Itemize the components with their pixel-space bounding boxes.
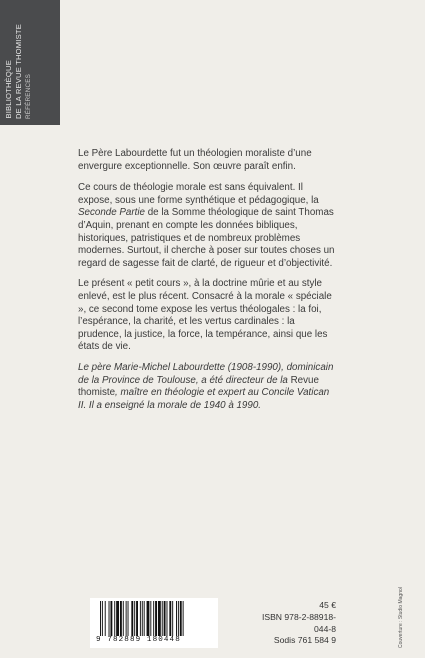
author-bio-journal: Revue thomiste bbox=[78, 374, 319, 399]
sodis-number: Sodis 761 584 9 bbox=[273, 635, 336, 646]
collection-line-1: BIBLIOTHÈQUE bbox=[4, 60, 13, 119]
barcode-bars bbox=[100, 601, 208, 636]
barcode bbox=[90, 598, 218, 648]
collection-line-2: DE LA REVUE THOMISTE bbox=[14, 23, 23, 119]
collection-line-3: RÉFÉRENCES bbox=[25, 73, 32, 119]
cover-credit: Couverture : Studio Magnol bbox=[398, 587, 404, 648]
price-block bbox=[248, 600, 336, 647]
blurb-paragraph-2-start: Ce cours de théologie morale est sans équivalent. Il expose, sous une forme synthétique et pédagogique, la bbox=[78, 182, 319, 206]
author-bio-start: Le père Marie-Michel Labourdette (1908-1990), dominicain de la Province de Toulouse, a été directeur de la bbox=[78, 361, 334, 386]
author-bio-end: , maître en théologie et expert au Concile Vatican II. Il a enseigné la morale de 1940 à 1990. bbox=[78, 387, 330, 411]
barcode-digits: 9 782889 180448 bbox=[96, 636, 181, 644]
blurb-paragraph-2 bbox=[78, 182, 336, 270]
blurb-paragraph-1: Le Père Labourdette fut un théologien moraliste d’une envergure exceptionnelle. Son œuvre paraît enfin. bbox=[78, 148, 312, 172]
blurb-paragraph-2-emphasis: Seconde Partie bbox=[78, 207, 145, 219]
blurb-paragraph-2-end: de la Somme théologique de saint Thomas d’Aquin, prenant en compte les données bibliques, historiques, patristiques et de nombreux problèmes modernes. Surtout, il cherche à poser sur toutes choses un regard de sagesse fait de clarté, de rigueur et d’objectivité. bbox=[78, 207, 335, 269]
price: 45 € bbox=[319, 600, 336, 610]
collection-label bbox=[4, 0, 56, 125]
author-bio bbox=[78, 362, 336, 412]
collection-tab bbox=[0, 0, 60, 125]
blurb-text bbox=[78, 148, 336, 420]
blurb-paragraph-3: Le présent « petit cours », à la doctrine mûrie et au style enlevé, est le plus récent. Consacré à la morale « spéciale », ce second tome expose les vertus théologales : la foi, l’espérance, la charité, et les vertus cardinales : la prudence, la justice, la force, la tempérance, ainsi que les états de vie. bbox=[78, 278, 332, 353]
isbn-number: ISBN 978-2-88918-044-8 bbox=[261, 611, 336, 634]
